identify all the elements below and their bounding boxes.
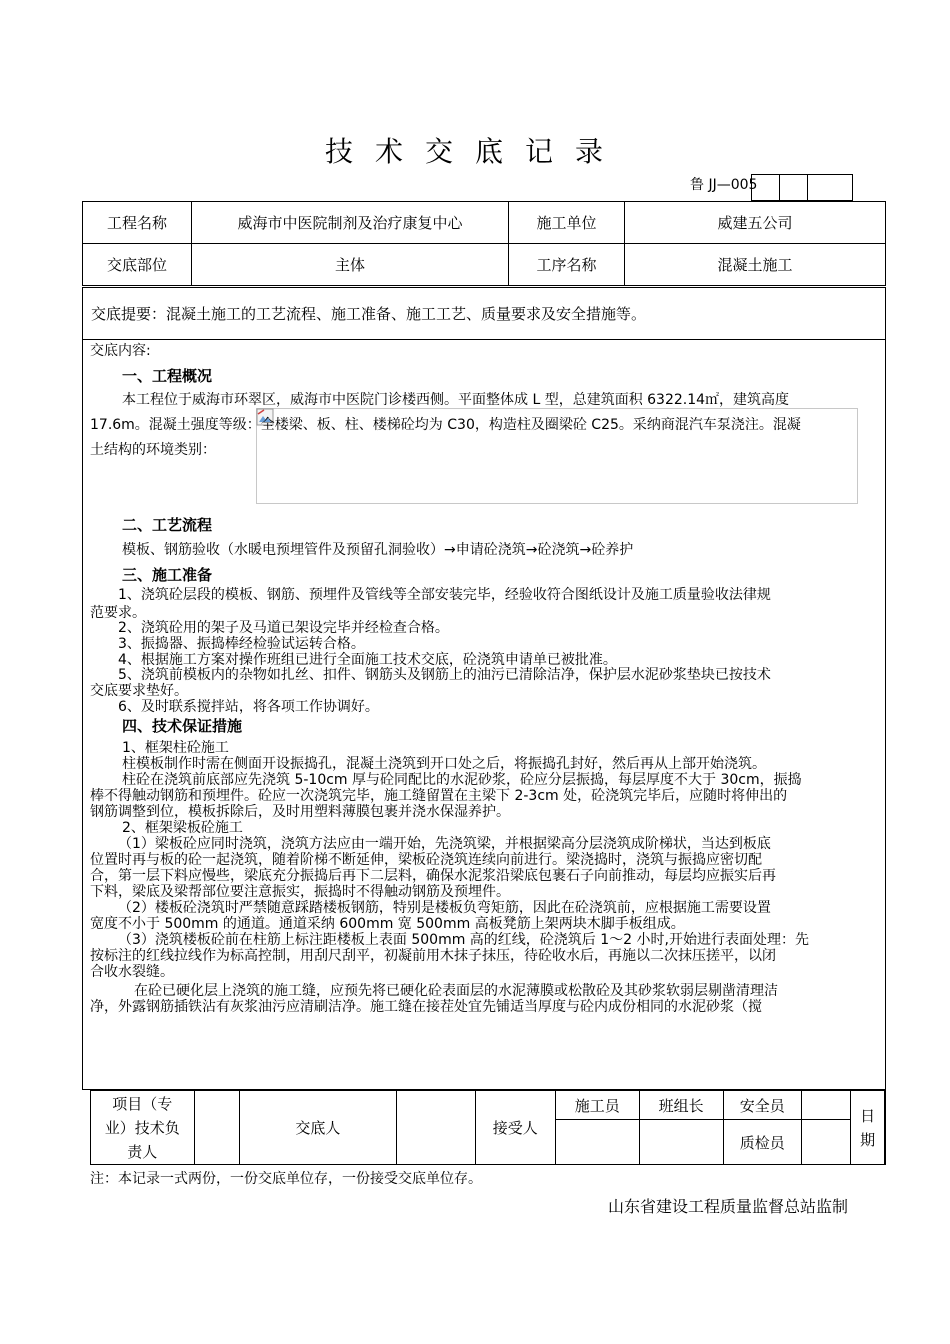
content-line: 1、浇筑砼层段的模板、钢筋、预埋件及管线等全部安装完毕，经验收符合图纸设计及施工质量验收法律规 bbox=[118, 587, 771, 603]
date-label-char: 期 bbox=[860, 1130, 876, 1149]
content-line: 位置时再与板的砼一起浇筑，随着阶梯不断延伸，梁板砼浇筑连续向前进行。梁浇捣时，浇筑与振捣应密切配 bbox=[90, 852, 762, 868]
pm-label-line: 业）技术负 bbox=[104, 1118, 180, 1137]
date-value bbox=[885, 1091, 886, 1165]
content-line: 4、根据施工方案对操作班组已进行全面施工技术交底，砼浇筑申请单已被批准。 bbox=[118, 652, 617, 668]
content-line: 5、浇筑前模板内的杂物如扎丝、扣件、钢筋头及钢筋上的油污已清除洁净，保护层水泥砂浆垫块已按技术 bbox=[118, 667, 771, 683]
supervisor: 山东省建设工程质量监督总站监制 bbox=[608, 1197, 849, 1216]
process-label: 工序名称 bbox=[509, 244, 625, 286]
pm-label-line: 责人 bbox=[127, 1142, 158, 1161]
content-line: 1、框架柱砼施工 bbox=[122, 740, 229, 756]
summary: 交底提要：混凝土施工的工艺流程、施工准备、施工工艺、质量要求及安全措施等。 bbox=[82, 287, 886, 340]
content-line: 交底内容: bbox=[90, 343, 151, 359]
pm-label-line: 项目（专 bbox=[112, 1094, 173, 1113]
content-line: （1）梁板砼应同时浇筑，浇筑方法应由一端开始，先浇筑梁，并根据梁高分层浇筑成阶梯状，当达到板底 bbox=[118, 836, 771, 852]
content-line: 下料，梁底及梁帮部位要注意振实，振捣时不得触动钢筋及预埋件。 bbox=[90, 884, 510, 900]
content-line: 交底要求垫好。 bbox=[90, 683, 188, 699]
content-line: 合，第一层下料应慢些，梁底充分振捣后再下二层料，确保水泥浆沿梁底包裹石子向前推动，每层均应振实后再 bbox=[90, 868, 776, 884]
contractor: 威建五公司 bbox=[625, 202, 886, 244]
qc-signature bbox=[801, 1120, 850, 1165]
content-line: 柱模板制作时需在侧面开设振捣孔，混凝土浇筑到开口处之后，将振捣孔封好，然后再从上部开始浇筑。 bbox=[122, 756, 766, 772]
content-line: 17.6m。混凝土强度等级：全楼梁、板、柱、楼梯砼均为 C30，构造柱及圈梁砼 C25。采纳商混汽车泵浇注。混凝 bbox=[90, 417, 801, 433]
content-line: 2、框架梁板砼施工 bbox=[122, 820, 243, 836]
content-line: 2、浇筑砼用的架子及马道已架设完毕并经检查合格。 bbox=[118, 620, 449, 636]
signature-table bbox=[90, 1090, 886, 1165]
date-label-char: 日 bbox=[860, 1106, 876, 1125]
code-box-3 bbox=[807, 174, 853, 201]
content-line: 模板、钢筋验收（水暖电预埋管件及预留孔洞验收）→申请砼浇筑→砼浇筑→砼养护 bbox=[122, 542, 634, 558]
code-box-2 bbox=[779, 174, 808, 201]
content-line: 按标注的红线拉线作为标高控制，用刮尺刮平，初凝前用木抹子抹压，待砼收水后，再施以二次抹压搓平，以闭 bbox=[90, 948, 776, 964]
contractor-label: 施工单位 bbox=[509, 202, 625, 244]
content-line: 土结构的环境类别： bbox=[90, 442, 216, 458]
leader-label: 班组长 bbox=[639, 1091, 723, 1120]
discloser-label: 交底人 bbox=[240, 1091, 396, 1165]
section-heading: 一、工程概况 bbox=[122, 367, 213, 385]
section-heading: 四、技术保证措施 bbox=[122, 717, 243, 735]
content-line: 本工程位于威海市环翠区，威海市中医院门诊楼西侧。平面整体成 L 型，总建筑面积 6322.14㎡，建筑高度 bbox=[122, 392, 790, 408]
section: 主体 bbox=[192, 244, 509, 286]
document-title: 技术交底记录 bbox=[324, 135, 625, 168]
content-line: （3）浇筑楼板砼前在柱筋上标注距楼板上表面 500mm 高的红线，砼浇筑后 1～2 小时,开始进行表面处理：先 bbox=[118, 932, 809, 948]
project-name-label: 工程名称 bbox=[83, 202, 192, 244]
content-line: 3、振捣器、振捣棒经检验试运转合格。 bbox=[118, 636, 365, 652]
process: 混凝土施工 bbox=[625, 244, 886, 286]
receiver-label: 接受人 bbox=[475, 1091, 555, 1165]
date-label bbox=[851, 1091, 885, 1165]
footnote: 注：本记录一式两份，一份交底单位存，一份接受交底单位存。 bbox=[90, 1171, 482, 1187]
section-label: 交底部位 bbox=[83, 244, 192, 286]
content-line: 钢筋调整到位，模板拆除后，及时用塑料薄膜包裹并浇水保湿养护。 bbox=[90, 804, 510, 820]
project-name: 威海市中医院制剂及治疗康复中心 bbox=[192, 202, 509, 244]
content-line: 范要求。 bbox=[90, 605, 146, 621]
form-code: 鲁 JJ—005 bbox=[690, 177, 758, 193]
code-box-1 bbox=[751, 174, 780, 201]
discloser-signature bbox=[396, 1091, 475, 1165]
pm-signature bbox=[194, 1091, 240, 1165]
content-line: 棒不得触动钢筋和预埋件。砼应一次浇筑完毕，施工缝留置在主梁下 2-3cm 处，砼浇筑完毕后，应随时将伸出的 bbox=[90, 788, 788, 804]
qc-label: 质检员 bbox=[723, 1120, 801, 1165]
section-heading: 三、施工准备 bbox=[122, 566, 213, 584]
content-line: 净，外露钢筋插铁沾有灰浆油污应清刷洁净。施工缝在接茬处宜先铺适当厚度与砼内成份相同的水泥砂浆（搅 bbox=[90, 999, 762, 1015]
worker-label: 施工员 bbox=[555, 1091, 639, 1120]
leader-signature bbox=[639, 1120, 723, 1165]
safety-signature bbox=[801, 1091, 850, 1120]
content-line: 柱砼在浇筑前底部应先浇筑 5-10cm 厚与砼同配比的水泥砂浆，砼应分层振捣，每层厚度不大于 30cm，振捣 bbox=[122, 772, 802, 788]
safety-label: 安全员 bbox=[723, 1091, 801, 1120]
worker-signature bbox=[555, 1120, 639, 1165]
content-line: 宽度不小于 500mm 的通道。通道采纳 600mm 宽 500mm 高板凳筋上架两块木脚手板组成。 bbox=[90, 916, 685, 932]
content-line: 6、及时联系搅拌站，将各项工作协调好。 bbox=[118, 699, 379, 715]
content-line: 合收水裂缝。 bbox=[90, 964, 174, 980]
section-heading: 二、工艺流程 bbox=[122, 516, 213, 534]
content-line: （2）楼板砼浇筑时严禁随意踩踏楼板钢筋，特别是楼板负弯矩筋，因此在砼浇筑前，应根据施工需要设置 bbox=[118, 900, 771, 916]
header-table bbox=[82, 201, 886, 286]
content-line: 在砼已硬化层上浇筑的施工缝，应预先将已硬化砼表面层的水泥薄膜或松散砼及其砂浆软弱层剔凿清理洁 bbox=[134, 983, 778, 999]
pm-label bbox=[91, 1091, 195, 1165]
